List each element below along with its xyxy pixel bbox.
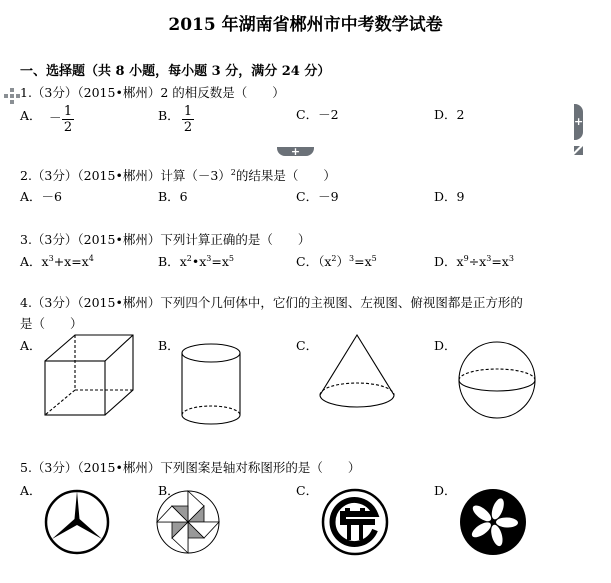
insert-side-button[interactable]: + (574, 104, 583, 140)
q2-option-c[interactable]: C．－9 (296, 189, 339, 204)
option-label: B． (158, 254, 180, 269)
exponent: 5 (228, 254, 234, 263)
math: （x (318, 254, 332, 269)
q2-option-d[interactable]: D．9 (434, 189, 465, 204)
page-title: 2015 年湖南省郴州市中考数学试卷 (168, 15, 443, 35)
math: =x (354, 254, 372, 269)
exponent: 3 (508, 254, 514, 263)
math: •x (191, 254, 207, 269)
question-4-stem-continued: 是（ ） (20, 316, 83, 331)
question-4-stem: 4.（3分）（2015•郴州）下列四个几何体中，它们的主视图、左视图、俯视图都是正方形的 (20, 295, 523, 310)
q5-option-b[interactable]: B． (158, 483, 180, 498)
q1-option-d[interactable]: D．2 (434, 107, 465, 122)
math: x (456, 254, 464, 269)
math: +x=x (53, 254, 89, 269)
exponent: 3 (206, 254, 212, 263)
denominator: 2 (183, 120, 193, 135)
question-1-stem: 1.（3分）（2015•郴州）2 的相反数是（ ） (20, 85, 285, 100)
emblem-logo (322, 489, 388, 555)
exponent: 2 (186, 254, 192, 263)
exponent: 3 (349, 254, 355, 263)
option-label: C． (296, 254, 319, 269)
numerator: 1 (63, 104, 73, 119)
q1-option-a-sign: － (49, 110, 62, 125)
exponent: 9 (463, 254, 469, 263)
exponent: 2 (230, 168, 236, 177)
exponent: 3 (486, 254, 492, 263)
denominator: 2 (63, 120, 73, 135)
q5-option-c[interactable]: C． (296, 483, 319, 498)
exponent: 3 (48, 254, 54, 263)
q5-option-a[interactable]: A． (20, 483, 42, 498)
q1-option-a-label[interactable]: A． (20, 108, 42, 123)
math: =x (211, 254, 229, 269)
option-label: D． (434, 254, 457, 269)
q4-option-c[interactable]: C． (296, 338, 319, 353)
insert-below-button[interactable]: + (277, 147, 314, 156)
math: x (179, 254, 187, 269)
option-label: A． (20, 254, 42, 269)
exponent: 5 (371, 254, 377, 263)
section-heading: 一、选择题（共 8 小题，每小题 3 分，满分 24 分） (20, 64, 331, 79)
q1-option-b-label[interactable]: B． (158, 108, 180, 123)
exponent: 4 (88, 254, 94, 263)
q5-option-d[interactable]: D． (434, 483, 457, 498)
question-3-stem: 3.（3分）（2015•郴州）下列计算正确的是（ ） (20, 232, 311, 247)
question-5-stem: 5.（3分）（2015•郴州）下列图案是轴对称图形的是（ ） (20, 460, 361, 475)
exponent: 2 (331, 254, 337, 263)
q2-option-a[interactable]: A．－6 (20, 189, 62, 204)
pinwheel-pattern (155, 489, 221, 555)
q4-option-a[interactable]: A． (20, 338, 42, 353)
math: ÷x (468, 254, 487, 269)
math: =x (491, 254, 509, 269)
q2-option-b[interactable]: B．6 (158, 189, 188, 204)
q1-option-c[interactable]: C．－2 (296, 107, 339, 122)
math: ） (336, 254, 349, 269)
numerator: 1 (183, 104, 193, 119)
stem-text: 2.（3分）（2015•郴州）计算（－3） (20, 168, 231, 183)
stem-text: 的结果是（ ） (235, 168, 336, 183)
q4-option-d[interactable]: D． (434, 338, 457, 353)
bauhinia-flower-emblem (460, 489, 526, 555)
q4-option-b[interactable]: B． (158, 338, 180, 353)
math: x (41, 254, 49, 269)
three-pointed-star-logo (44, 489, 110, 555)
